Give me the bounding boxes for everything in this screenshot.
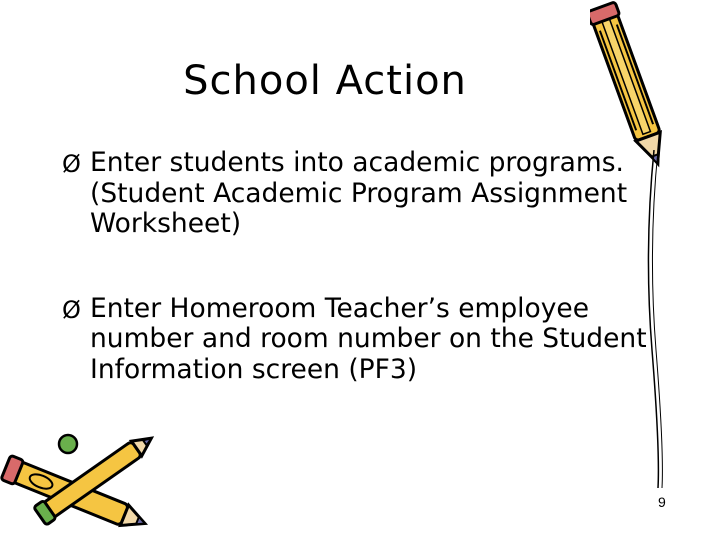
bullet-item [62,294,652,386]
bullet-text: Enter Homeroom Teacher’s employee number and room number on the Student Information screen (PF3) [90,292,647,385]
bullet-arrow-icon: Ø [62,150,81,178]
bullet-arrow-icon: Ø [62,295,81,324]
bullet-text: Enter students into academic programs. (Student Academic Program Assignment Worksheet) [90,147,628,239]
slide-title: School Action [183,58,467,104]
pencils-clipart [0,430,180,540]
page-number: 9 [658,494,666,510]
bullet-item [62,148,652,240]
bullet-list [62,148,652,439]
